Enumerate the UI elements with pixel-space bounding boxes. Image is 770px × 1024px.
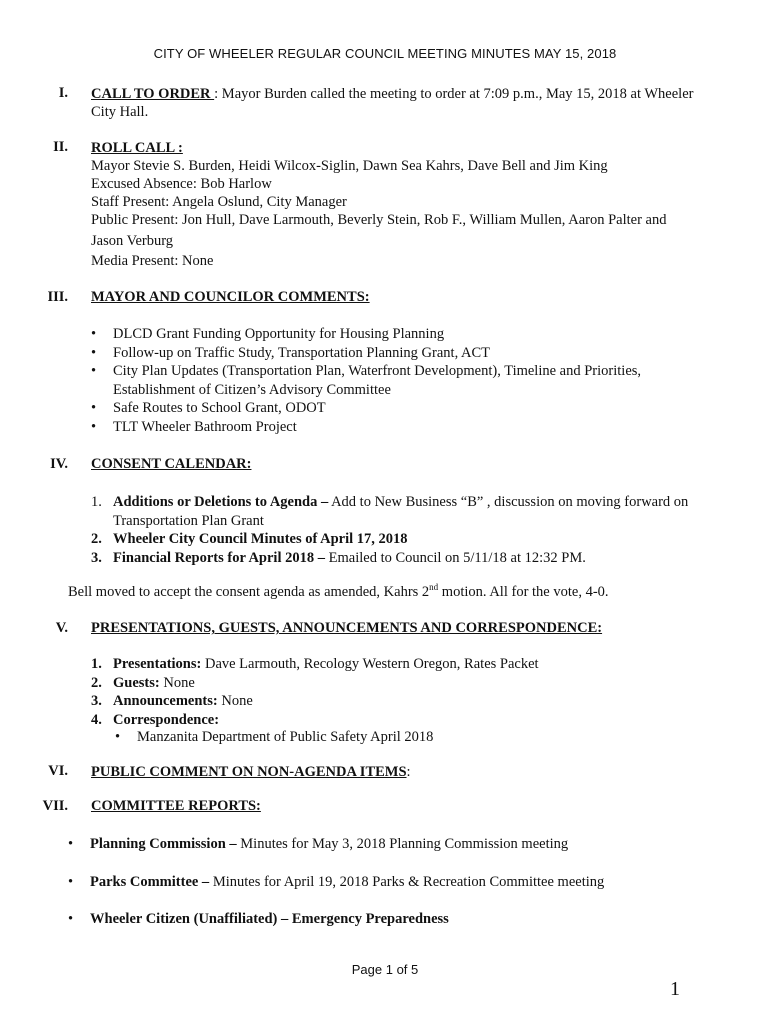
section-title: CALL TO ORDER bbox=[91, 86, 215, 102]
item-text: Dave Larmouth, Recology Western Oregon, Rates Packet bbox=[201, 656, 539, 672]
list-item bbox=[91, 692, 731, 711]
item-number: 4. bbox=[91, 711, 102, 728]
section-title: PUBLIC COMMENT ON NON-AGENDA ITEMS bbox=[91, 764, 407, 780]
list-item: • TLT Wheeler Bathroom Project bbox=[91, 418, 731, 437]
section-number: VI. bbox=[48, 763, 68, 779]
item-text: Add to New Business “B” , discussion on moving forward on bbox=[328, 494, 689, 510]
list-item bbox=[91, 530, 731, 549]
list-item bbox=[91, 655, 731, 674]
section-number: II. bbox=[53, 139, 68, 155]
list-item bbox=[68, 835, 748, 854]
presentations-list bbox=[91, 655, 731, 729]
item-number: 3. bbox=[91, 693, 102, 709]
correspondence-list bbox=[115, 728, 715, 747]
item-text: Minutes for May 3, 2018 Planning Commission meeting bbox=[236, 836, 569, 852]
list-item: • Follow-up on Traffic Study, Transportation Planning Grant, ACT bbox=[91, 344, 731, 363]
committee-list bbox=[68, 835, 748, 929]
item-title: Presentations: bbox=[113, 656, 202, 672]
item-title: Guests: bbox=[113, 674, 160, 691]
list-item bbox=[91, 674, 731, 693]
item-title: Financial Reports for April 2018 – bbox=[113, 549, 325, 566]
section-body bbox=[91, 139, 731, 270]
roll-call-line: Public Present: Jon Hull, Dave Larmouth, Beverly Stein, Rob F., William Mullen, Aaron Palter and bbox=[91, 212, 667, 228]
list-item bbox=[68, 910, 748, 929]
roll-call-line: Excused Absence: Bob Harlow bbox=[91, 176, 272, 192]
motion-text-part: Bell moved to accept the consent agenda as amended, Kahrs 2 bbox=[68, 583, 430, 600]
list-item bbox=[91, 493, 731, 530]
section-body bbox=[91, 85, 731, 121]
list-item-text: Establishment of Citizen’s Advisory Committee bbox=[113, 381, 391, 398]
motion-text bbox=[68, 582, 609, 601]
section-number: VII. bbox=[42, 798, 68, 814]
section-title: PRESENTATIONS, GUESTS, ANNOUNCEMENTS AND CORRESPONDENCE: bbox=[91, 620, 603, 636]
section-title: ROLL CALL : bbox=[91, 140, 183, 156]
motion-text-part: motion. All for the vote, 4-0. bbox=[438, 583, 609, 600]
section-body bbox=[91, 763, 731, 781]
section-title: COMMITTEE REPORTS: bbox=[91, 798, 261, 814]
section-text: : bbox=[406, 764, 411, 780]
list-item: • Safe Routes to School Grant, ODOT bbox=[91, 399, 731, 418]
item-number: 2. bbox=[91, 674, 102, 691]
section-title: MAYOR AND COUNCILOR COMMENTS: bbox=[91, 289, 370, 305]
roll-call-line: Media Present: None bbox=[91, 253, 214, 269]
list-item: • Manzanita Department of Public Safety April 2018 bbox=[115, 728, 715, 747]
section-number: I. bbox=[58, 85, 68, 101]
item-title: Additions or Deletions to Agenda – bbox=[113, 494, 329, 510]
item-text: Transportation Plan Grant bbox=[113, 512, 264, 529]
item-title: Parks Committee – bbox=[90, 873, 210, 890]
page-header: CITY OF WHEELER REGULAR COUNCIL MEETING MINUTES MAY 15, 2018 bbox=[153, 46, 617, 61]
section-title: CONSENT CALENDAR: bbox=[91, 456, 252, 472]
motion-superscript: nd bbox=[429, 582, 439, 592]
item-title: Announcements: bbox=[113, 693, 218, 709]
page-footer: Page 1 of 5 bbox=[351, 962, 419, 977]
list-item bbox=[91, 711, 731, 730]
comments-list bbox=[91, 325, 731, 436]
item-title: Correspondence: bbox=[113, 711, 220, 728]
section-number: V. bbox=[55, 620, 68, 636]
item-number: 1. bbox=[91, 494, 102, 510]
roll-call-line: Mayor Stevie S. Burden, Heidi Wilcox-Siglin, Dawn Sea Kahrs, Dave Bell and Jim King bbox=[91, 158, 608, 174]
roll-call-line: Staff Present: Angela Oslund, City Manager bbox=[91, 194, 347, 210]
list-item: • DLCD Grant Funding Opportunity for Housing Planning bbox=[91, 325, 731, 344]
consent-list bbox=[91, 493, 731, 567]
item-text: Emailed to Council on 5/11/18 at 12:32 PM. bbox=[325, 549, 586, 566]
list-item bbox=[68, 873, 748, 892]
item-number: 3. bbox=[91, 549, 102, 566]
item-number: 2. bbox=[91, 531, 102, 547]
section-number: III. bbox=[47, 289, 68, 305]
item-number: 1. bbox=[91, 656, 102, 672]
section-text: : Mayor Burden called the meeting to order at 7:09 p.m., May 15, 2018 at Wheeler bbox=[214, 86, 694, 102]
section-number: IV. bbox=[50, 456, 68, 472]
item-text: Minutes for April 19, 2018 Parks & Recreation Committee meeting bbox=[209, 873, 605, 890]
list-item-text: City Plan Updates (Transportation Plan, Waterfront Development), Timeline and Priorities, bbox=[113, 363, 642, 379]
page-number: 1 bbox=[670, 978, 680, 1000]
item-text: None bbox=[159, 674, 195, 691]
item-title: Planning Commission – bbox=[90, 836, 237, 852]
list-item bbox=[91, 549, 731, 568]
list-item bbox=[91, 362, 731, 399]
item-title: Wheeler City Council Minutes of April 17, 2018 bbox=[113, 531, 408, 547]
section-text: City Hall. bbox=[91, 104, 149, 120]
item-text: None bbox=[217, 693, 253, 709]
roll-call-line: Jason Verburg bbox=[91, 233, 174, 249]
item-title: Wheeler Citizen (Unaffiliated) – Emergency Preparedness bbox=[90, 911, 449, 927]
